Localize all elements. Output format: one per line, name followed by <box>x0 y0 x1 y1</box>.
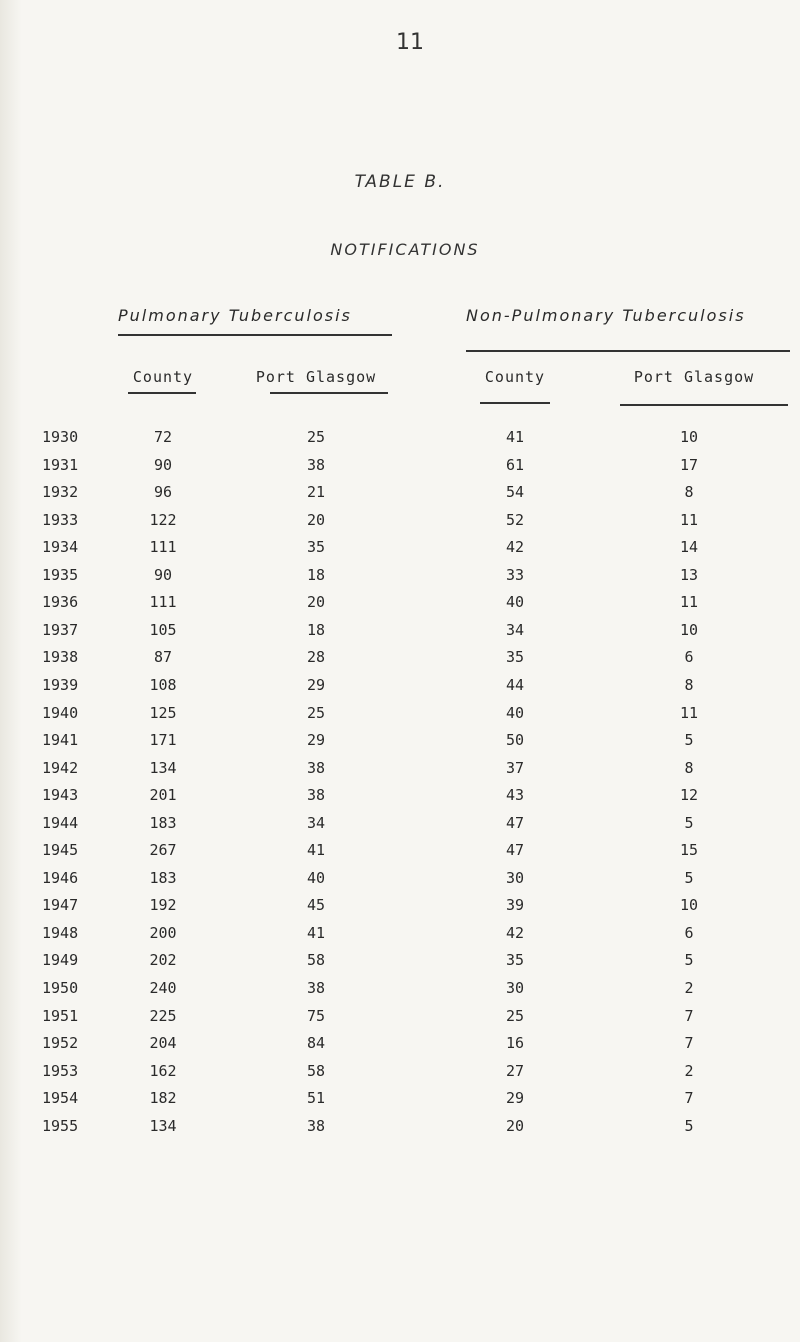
non-pulmonary-port-glasgow-cell: 7 <box>684 1089 694 1108</box>
pulmonary-county-cell: 72 <box>153 428 173 446</box>
year-cell: 1955 <box>42 1116 79 1135</box>
pulmonary-county-cell: 201 <box>149 786 177 805</box>
pulmonary-county-cell: 96 <box>153 483 173 502</box>
non-pulmonary-port-glasgow-cell: 8 <box>684 483 694 502</box>
non-pulmonary-county-cell: 41 <box>505 428 525 446</box>
non-pulmonary-port-glasgow-cell: 15 <box>679 841 699 860</box>
pulmonary-port-glasgow-cell: 45 <box>306 896 326 915</box>
pulmonary-county-cell: 111 <box>149 593 177 612</box>
pulmonary-port-glasgow-cell: 25 <box>306 428 326 446</box>
year-cell: 1930 <box>42 428 79 446</box>
pulmonary-county-cell: 134 <box>149 758 177 777</box>
non-pulmonary-county-cell: 20 <box>505 1116 525 1135</box>
non-pulmonary-county-cell: 34 <box>505 620 525 639</box>
year-cell: 1931 <box>42 455 79 474</box>
pulmonary-county-cell: 122 <box>149 510 177 529</box>
non-pulmonary-port-glasgow-cell: 5 <box>684 1116 694 1135</box>
table-row <box>0 644 800 671</box>
year-cell: 1933 <box>42 510 79 529</box>
table-row <box>0 479 800 506</box>
non-pulmonary-port-glasgow-cell: 6 <box>684 923 694 942</box>
pulmonary-county-cell: 183 <box>149 868 177 887</box>
pulmonary-county-cell: 125 <box>149 703 177 722</box>
non-pulmonary-county-cell: 50 <box>505 731 525 750</box>
non-pulmonary-county-cell: 44 <box>505 675 525 694</box>
year-cell: 1936 <box>42 593 79 612</box>
pulmonary-port-glasgow-cell: 38 <box>306 979 326 997</box>
non-pulmonary-port-glasgow-cell: 11 <box>679 510 699 529</box>
table-row <box>0 672 800 699</box>
pulmonary-port-glasgow-cell: 28 <box>306 648 326 667</box>
col-header-non-pulmonary-port-glasgow: Port Glasgow <box>633 368 755 386</box>
pulmonary-port-glasgow-cell: 18 <box>306 565 326 584</box>
year-cell: 1943 <box>42 786 79 805</box>
pulmonary-county-cell: 87 <box>153 648 173 667</box>
table-row <box>0 837 800 864</box>
year-cell: 1950 <box>42 979 79 997</box>
table-row <box>0 810 800 837</box>
non-pulmonary-county-cell: 33 <box>505 565 525 584</box>
pulmonary-county-cell: 105 <box>149 620 177 639</box>
table-row <box>0 782 800 809</box>
pulmonary-port-glasgow-cell: 29 <box>306 675 326 694</box>
pulmonary-port-glasgow-cell: 29 <box>306 731 326 750</box>
group-header-pulmonary: Pulmonary Tuberculosis <box>118 306 352 325</box>
table-title: TABLE B. <box>354 172 446 192</box>
year-cell: 1939 <box>42 675 79 694</box>
pulmonary-county-cell: 162 <box>149 1061 177 1080</box>
non-pulmonary-county-cell: 40 <box>505 703 525 722</box>
non-pulmonary-county-cell: 25 <box>505 1006 525 1025</box>
pulmonary-port-glasgow-cell: 84 <box>306 1034 326 1053</box>
non-pulmonary-county-cell: 27 <box>505 1061 525 1080</box>
non-pulmonary-port-glasgow-cell: 17 <box>679 455 699 474</box>
pulmonary-port-glasgow-cell: 40 <box>306 868 326 887</box>
year-cell: 1954 <box>42 1089 79 1108</box>
table-row <box>0 947 800 974</box>
year-cell: 1949 <box>42 951 79 970</box>
table-row <box>0 507 800 534</box>
table-row <box>0 1113 800 1140</box>
non-pulmonary-county-cell: 61 <box>505 455 525 474</box>
non-pulmonary-port-glasgow-cell: 13 <box>679 565 699 584</box>
year-cell: 1951 <box>42 1006 79 1025</box>
non-pulmonary-county-cell: 52 <box>505 510 525 529</box>
table-subtitle: NOTIFICATIONS <box>330 240 480 259</box>
non-pulmonary-port-glasgow-cell: 2 <box>684 979 694 997</box>
pulmonary-county-cell: 111 <box>149 538 177 557</box>
year-cell: 1937 <box>42 620 79 639</box>
group-header-non-pulmonary: Non-Pulmonary Tuberculosis <box>466 306 746 325</box>
pulmonary-port-glasgow-cell: 75 <box>306 1006 326 1025</box>
table-row <box>0 1058 800 1085</box>
year-cell: 1944 <box>42 813 79 832</box>
non-pulmonary-county-cell: 47 <box>505 813 525 832</box>
pulmonary-port-glasgow-cell: 41 <box>306 841 326 860</box>
table-row <box>0 865 800 892</box>
year-cell: 1932 <box>42 483 79 502</box>
group-underline-non-pulmonary <box>466 350 790 352</box>
year-cell: 1946 <box>42 868 79 887</box>
table-row <box>0 424 800 451</box>
pulmonary-county-cell: 240 <box>149 979 177 997</box>
table-row <box>0 1030 800 1057</box>
col-header-non-pulmonary-county: County <box>484 368 546 386</box>
table-row <box>0 562 800 589</box>
pulmonary-port-glasgow-cell: 51 <box>306 1089 326 1108</box>
non-pulmonary-port-glasgow-cell: 10 <box>679 896 699 915</box>
pulmonary-county-cell: 202 <box>149 951 177 970</box>
table-row <box>0 892 800 919</box>
non-pulmonary-county-cell: 47 <box>505 841 525 860</box>
non-pulmonary-port-glasgow-cell: 10 <box>679 428 699 446</box>
non-pulmonary-county-cell: 29 <box>505 1089 525 1108</box>
non-pulmonary-port-glasgow-cell: 11 <box>679 593 699 612</box>
pulmonary-port-glasgow-cell: 20 <box>306 510 326 529</box>
col-underline-non-pulmonary-port-glasgow <box>620 404 788 406</box>
table-row <box>0 589 800 616</box>
table-row <box>0 452 800 479</box>
table-row <box>0 755 800 782</box>
non-pulmonary-county-cell: 42 <box>505 538 525 557</box>
year-cell: 1941 <box>42 731 79 750</box>
non-pulmonary-county-cell: 37 <box>505 758 525 777</box>
non-pulmonary-county-cell: 16 <box>505 1034 525 1053</box>
year-cell: 1940 <box>42 703 79 722</box>
non-pulmonary-port-glasgow-cell: 5 <box>684 951 694 970</box>
pulmonary-county-cell: 192 <box>149 896 177 915</box>
pulmonary-county-cell: 90 <box>153 565 173 584</box>
table-row <box>0 534 800 561</box>
non-pulmonary-county-cell: 39 <box>505 896 525 915</box>
year-cell: 1934 <box>42 538 79 557</box>
non-pulmonary-county-cell: 35 <box>505 951 525 970</box>
year-cell: 1942 <box>42 758 79 777</box>
non-pulmonary-county-cell: 30 <box>505 979 525 997</box>
non-pulmonary-port-glasgow-cell: 6 <box>684 648 694 667</box>
table-row <box>0 1003 800 1030</box>
non-pulmonary-port-glasgow-cell: 5 <box>684 731 694 750</box>
group-underline-pulmonary <box>118 334 392 336</box>
pulmonary-port-glasgow-cell: 34 <box>306 813 326 832</box>
table-row <box>0 727 800 754</box>
pulmonary-port-glasgow-cell: 38 <box>306 455 326 474</box>
non-pulmonary-port-glasgow-cell: 10 <box>679 620 699 639</box>
year-cell: 1948 <box>42 923 79 942</box>
non-pulmonary-port-glasgow-cell: 5 <box>684 868 694 887</box>
pulmonary-port-glasgow-cell: 35 <box>306 538 326 557</box>
table-row <box>0 617 800 644</box>
non-pulmonary-port-glasgow-cell: 8 <box>684 675 694 694</box>
non-pulmonary-port-glasgow-cell: 14 <box>679 538 699 557</box>
non-pulmonary-port-glasgow-cell: 5 <box>684 813 694 832</box>
non-pulmonary-port-glasgow-cell: 7 <box>684 1034 694 1053</box>
year-cell: 1947 <box>42 896 79 915</box>
col-header-pulmonary-county: County <box>132 368 194 386</box>
pulmonary-port-glasgow-cell: 20 <box>306 593 326 612</box>
non-pulmonary-county-cell: 35 <box>505 648 525 667</box>
pulmonary-port-glasgow-cell: 18 <box>306 620 326 639</box>
pulmonary-county-cell: 171 <box>149 731 177 750</box>
non-pulmonary-county-cell: 43 <box>505 786 525 805</box>
table-row <box>0 700 800 727</box>
non-pulmonary-county-cell: 40 <box>505 593 525 612</box>
pulmonary-county-cell: 267 <box>149 841 177 860</box>
pulmonary-county-cell: 182 <box>149 1089 177 1108</box>
pulmonary-county-cell: 108 <box>149 675 177 694</box>
pulmonary-county-cell: 200 <box>149 923 177 942</box>
non-pulmonary-port-glasgow-cell: 2 <box>684 1061 694 1080</box>
pulmonary-county-cell: 134 <box>149 1116 177 1135</box>
pulmonary-port-glasgow-cell: 58 <box>306 1061 326 1080</box>
pulmonary-county-cell: 90 <box>153 455 173 474</box>
non-pulmonary-county-cell: 54 <box>505 483 525 502</box>
year-cell: 1945 <box>42 841 79 860</box>
pulmonary-county-cell: 225 <box>149 1006 177 1025</box>
non-pulmonary-port-glasgow-cell: 12 <box>679 786 699 805</box>
pulmonary-port-glasgow-cell: 21 <box>306 483 326 502</box>
non-pulmonary-port-glasgow-cell: 7 <box>684 1006 694 1025</box>
non-pulmonary-county-cell: 30 <box>505 868 525 887</box>
year-cell: 1935 <box>42 565 79 584</box>
year-cell: 1938 <box>42 648 79 667</box>
pulmonary-port-glasgow-cell: 38 <box>306 1116 326 1135</box>
non-pulmonary-port-glasgow-cell: 11 <box>679 703 699 722</box>
pulmonary-port-glasgow-cell: 38 <box>306 758 326 777</box>
pulmonary-county-cell: 204 <box>149 1034 177 1053</box>
year-cell: 1952 <box>42 1034 79 1053</box>
non-pulmonary-port-glasgow-cell: 8 <box>684 758 694 777</box>
pulmonary-port-glasgow-cell: 25 <box>306 703 326 722</box>
pulmonary-port-glasgow-cell: 58 <box>306 951 326 970</box>
col-underline-pulmonary-port-glasgow <box>270 392 388 394</box>
col-underline-pulmonary-county <box>128 392 196 394</box>
pulmonary-county-cell: 183 <box>149 813 177 832</box>
pulmonary-port-glasgow-cell: 41 <box>306 923 326 942</box>
table-row <box>0 1085 800 1112</box>
pulmonary-port-glasgow-cell: 38 <box>306 786 326 805</box>
page-number: 11 <box>396 30 424 55</box>
col-header-pulmonary-port-glasgow: Port Glasgow <box>255 368 377 386</box>
non-pulmonary-county-cell: 42 <box>505 923 525 942</box>
table-row <box>0 975 800 1002</box>
table-row <box>0 920 800 947</box>
year-cell: 1953 <box>42 1061 79 1080</box>
col-underline-non-pulmonary-county <box>480 402 550 404</box>
